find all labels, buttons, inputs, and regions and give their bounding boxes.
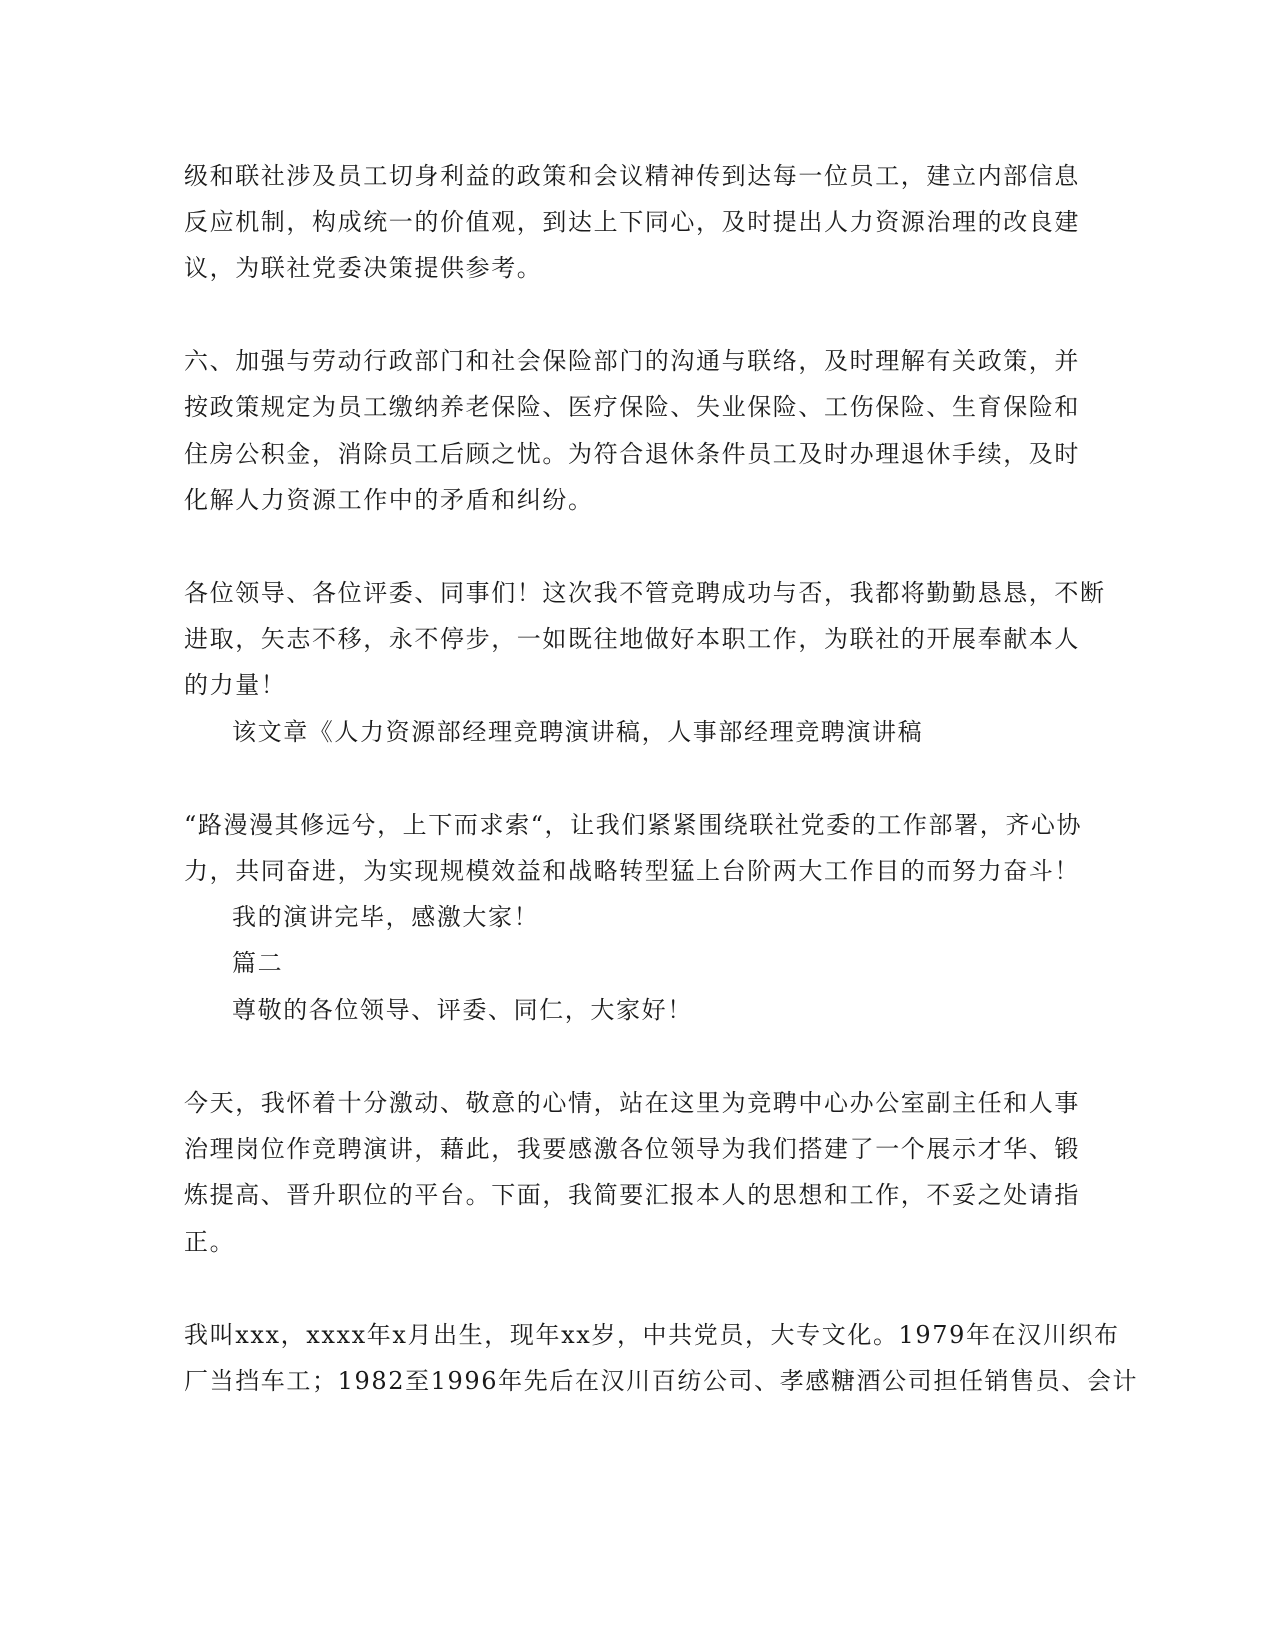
greeting-line: 尊敬的各位领导、评委、同仁，大家好！ — [232, 996, 693, 1024]
body-text-line: 今天，我怀着十分激动、敬意的心情，站在这里为竞聘中心办公室副主任和人事 — [184, 1089, 1080, 1117]
body-text-line: 各位领导、各位评委、同事们！这次我不管竞聘成功与否，我都将勤勤恳恳，不断 — [184, 579, 1106, 607]
body-text-line: 化解人力资源工作中的矛盾和纠纷。 — [184, 486, 594, 514]
body-text-line: 炼提高、晋升职位的平台。下面，我简要汇报本人的思想和工作，不妥之处请指 — [184, 1181, 1080, 1209]
body-text-line: 按政策规定为员工缴纳养老保险、医疗保险、失业保险、工伤保险、生育保险和 — [184, 393, 1080, 421]
body-text-line: 力，共同奋进，为实现规模效益和战略转型猛上台阶两大工作目的而努力奋斗！ — [184, 857, 1080, 885]
section-heading: 篇二 — [232, 949, 284, 977]
body-text-line: 六、加强与劳动行政部门和社会保险部门的沟通与联络，及时理解有关政策，并 — [184, 347, 1080, 375]
body-text-line: 级和联社涉及员工切身利益的政策和会议精神传到达每一位员工，建立内部信息 — [184, 162, 1080, 190]
body-text-line: “路漫漫其修远兮，上下而求索“，让我们紧紧围绕联社党委的工作部署，齐心协 — [184, 811, 1083, 839]
body-text-line: 厂当挡车工；1982至1996年先后在汉川百纺公司、孝感糖酒公司担任销售员、会计 — [184, 1367, 1139, 1395]
body-text-line: 反应机制，构成统一的价值观，到达上下同心，及时提出人力资源治理的改良建 — [184, 208, 1080, 236]
body-text-line: 的力量！ — [184, 671, 287, 699]
body-text-line: 正。 — [184, 1228, 236, 1256]
body-text-line: 治理岗位作竞聘演讲，藉此，我要感激各位领导为我们搭建了一个展示才华、锻 — [184, 1135, 1080, 1163]
closing-line: 我的演讲完毕，感激大家！ — [232, 903, 540, 931]
body-text-line: 住房公积金，消除员工后顾之忧。为符合退休条件员工及时办理退休手续，及时 — [184, 440, 1080, 468]
body-text-line: 进取，矢志不移，永不停步，一如既往地做好本职工作，为联社的开展奉献本人 — [184, 625, 1080, 653]
body-text-line: 议，为联社党委决策提供参考。 — [184, 254, 543, 282]
article-title-line: 该文章《人力资源部经理竞聘演讲稿，人事部经理竞聘演讲稿 — [232, 718, 924, 746]
body-text-line: 我叫xxx，xxxx年x月出生，现年xx岁，中共党员，大专文化。1979年在汉川织布 — [184, 1321, 1120, 1349]
